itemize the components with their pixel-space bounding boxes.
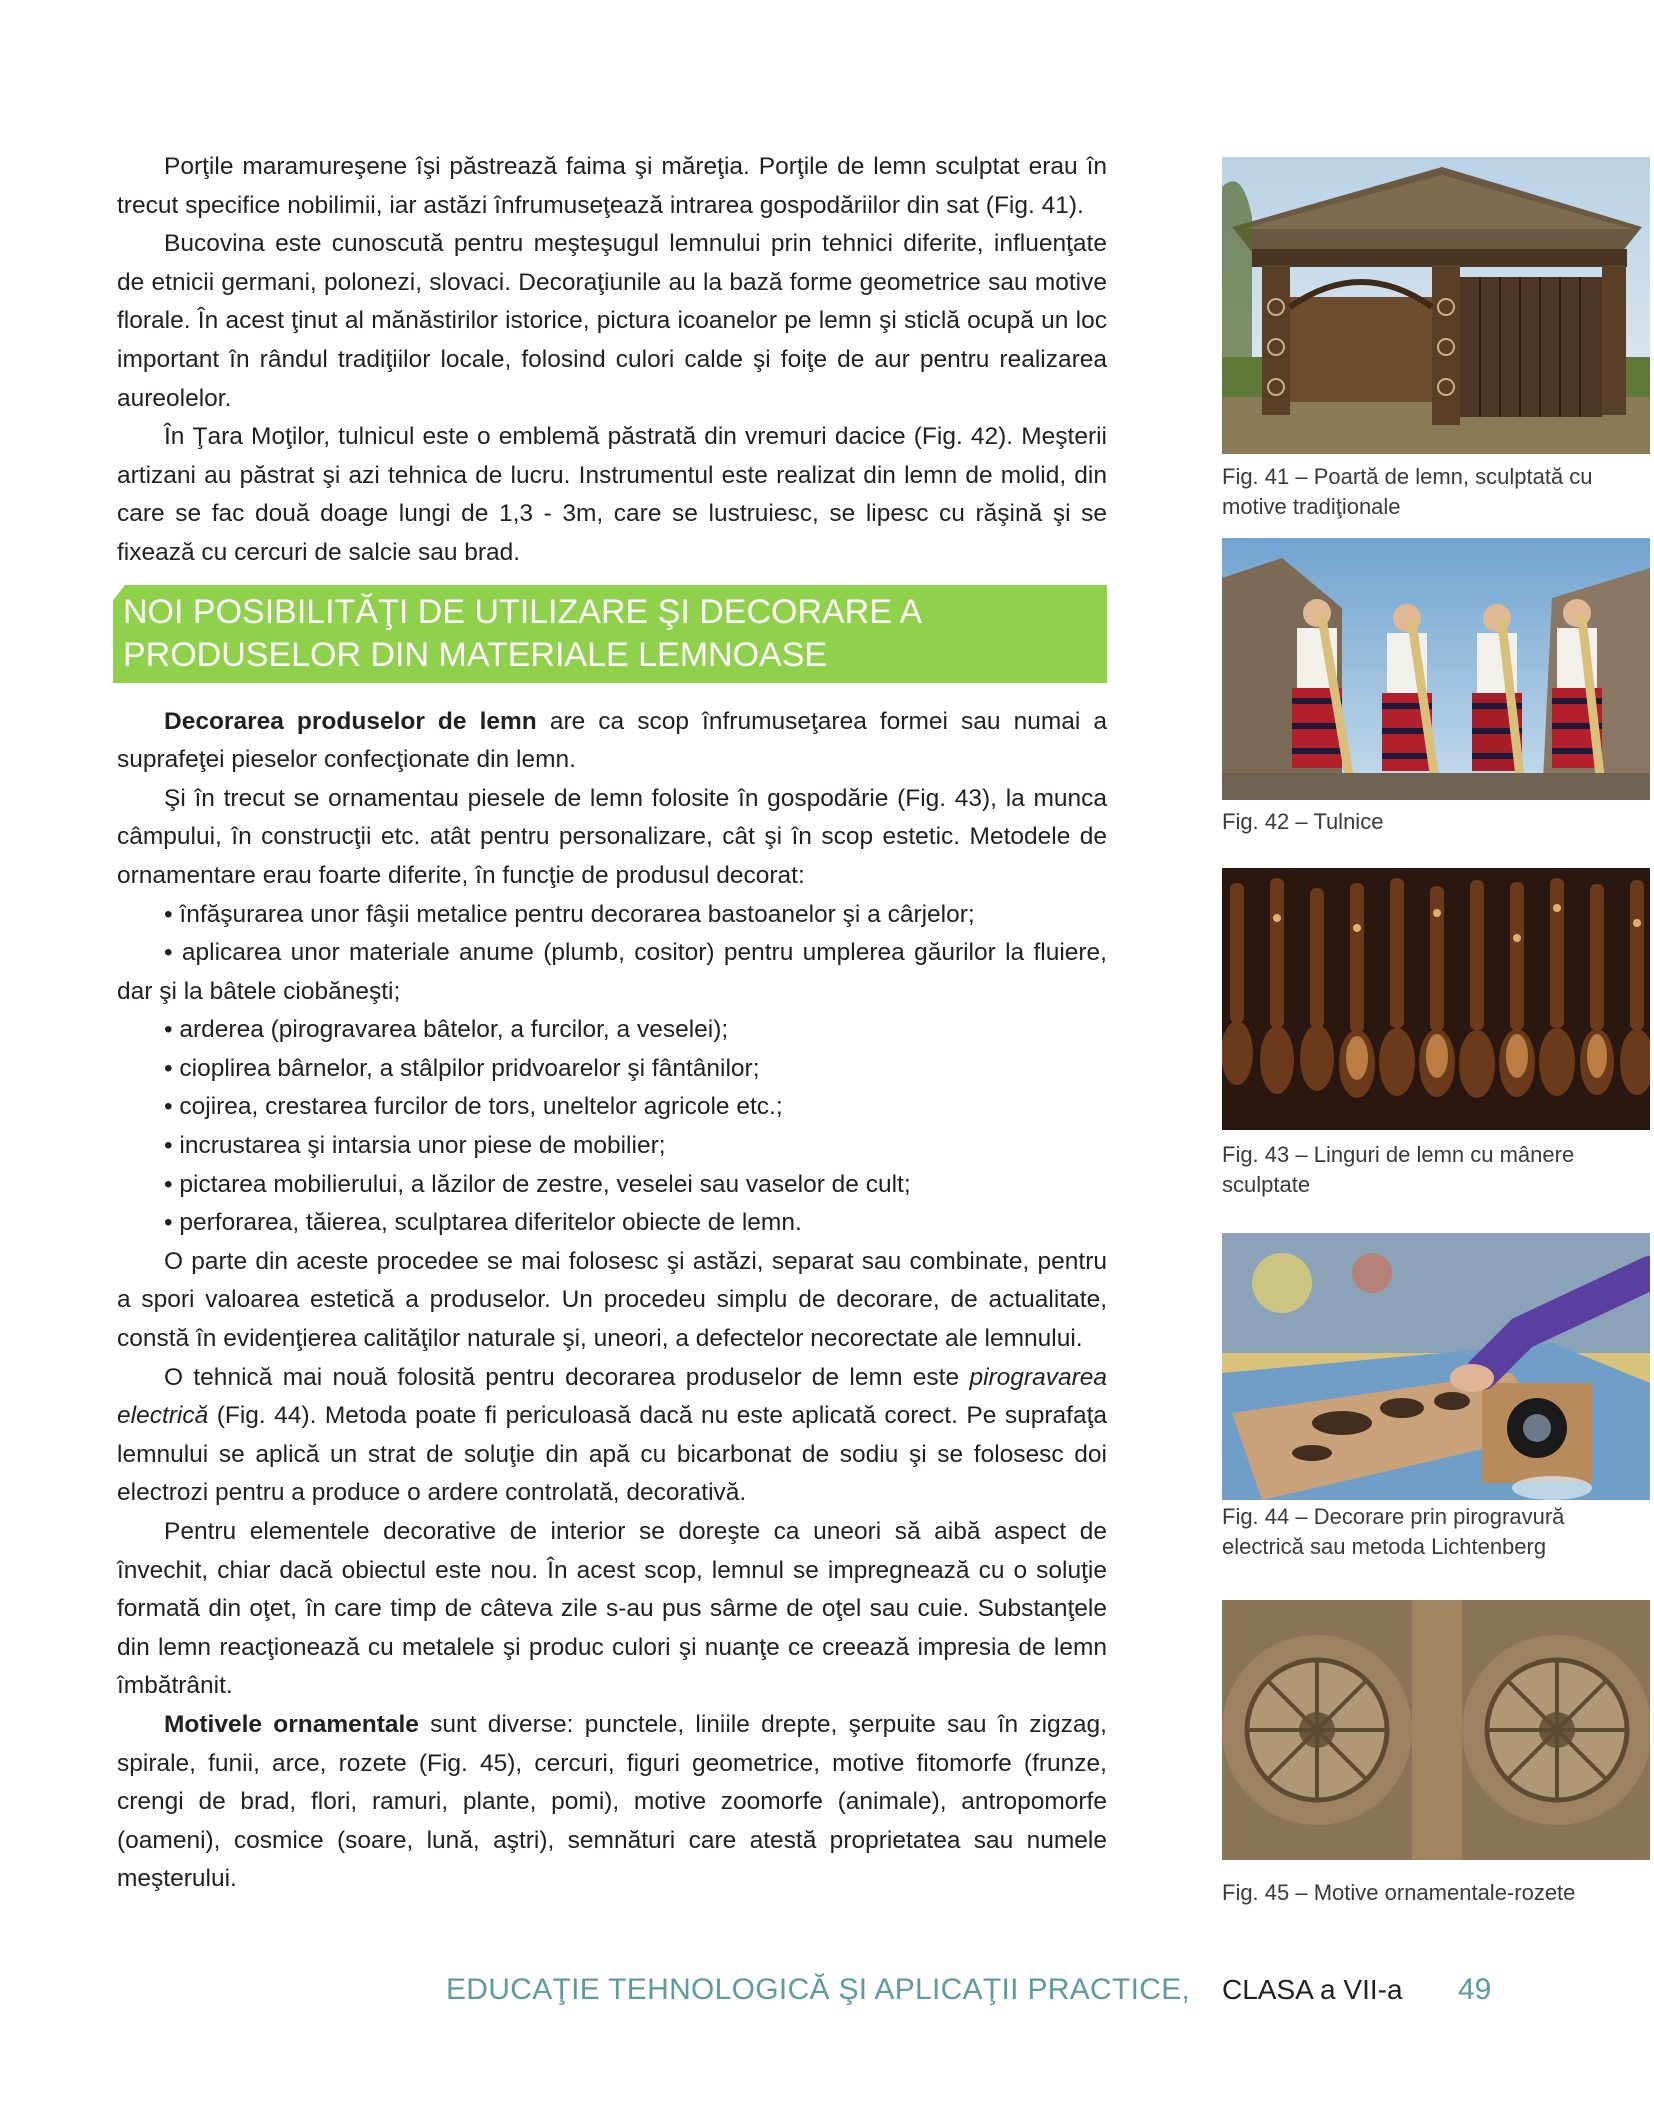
- rosette-photo: [1222, 1600, 1650, 1860]
- paragraph-invechit: Pentru elementele decorative de interior se doreşte ca uneori să aibă aspect de învechit, chiar dacă obiectul este nou. În acest scop, lemnul se impregnează cu o soluţie formată din oţet, în care timp de câteva zile s-au pus sârme de oţel sau cuie. Substanţele din lemn reacţionează cu metalele şi produc culori şi nuanţe ce creează impresia de lemn îmbătrânit.: [117, 1518, 1107, 1700]
- footer-grade: CLASA a VII-a: [1222, 1974, 1403, 2005]
- bullet-item: • perforarea, tăierea, sculptarea diferitelor obiecte de lemn.: [164, 1209, 802, 1237]
- figure-caption-42: Fig. 42 – Tulnice: [1222, 809, 1384, 834]
- rosette-image: [1222, 1600, 1650, 1860]
- italic-term: pirogravarea electrică: [117, 1363, 1107, 1430]
- paragraph-tara-motilor: În Ţara Moţilor, tulnicul este o emblemă păstrată din vremuri dacice (Fig. 42). Meşterii artizani au păstrat şi azi tehnica de lucru. Instrumentul este realizat din lemn de molid, din care se fac două doage lungi de 1,3 - 3m, care se lustruiesc, se lipesc cu răşină şi se fixează cu cercuri de salcie sau brad.: [117, 423, 1107, 566]
- bullet-item: • cioplirea bârnelor, a stâlpilor pridvoarelor şi fântânilor;: [164, 1054, 760, 1082]
- paragraph-maramures: Porţile maramureşene îşi păstrează faima şi măreţia. Porţile de lemn sculptat erau în trecut specifice nobilimii, iar astăzi înfrumuseţează intrarea gospodăriilor din sat (Fig. 41).: [117, 153, 1107, 219]
- tulnice-photo: [1222, 538, 1650, 800]
- bold-term: Motivele ornamentale: [164, 1710, 419, 1738]
- section-heading: NOI POSIBILITĂŢI DE UTILIZARE ŞI DECORARE A PRODUSELOR DIN MATERIALE LEMNOASE: [113, 585, 1107, 683]
- paragraph-text: are ca scop înfrumuseţarea formei sau numai a suprafeţei pieselor confecţionate din lemn.: [117, 707, 1107, 774]
- paragraph-motive: [117, 1706, 1107, 1899]
- pyrography-photo: [1222, 1233, 1650, 1500]
- pyrography-image: [1222, 1233, 1650, 1500]
- page-number: 49: [1458, 1973, 1492, 2006]
- figure-caption-43: Fig. 43 – Linguri de lemn cu mânere sculptate: [1222, 1142, 1575, 1197]
- spoons-photo: [1222, 868, 1650, 1130]
- gate-image: [1222, 157, 1650, 454]
- bold-term: Decorarea produselor de lemn: [164, 707, 537, 735]
- paragraph-pirogravare: [117, 1359, 1107, 1513]
- footer-subject: EDUCAŢIE TEHNOLOGICĂ ŞI APLICAŢII PRACTICE,: [446, 1973, 1191, 2006]
- paragraph-decorarea: [117, 703, 1107, 780]
- bullet-item: • aplicarea unor materiale anume (plumb, cositor) pentru umplerea găurilor la fluiere, dar şi la bâtele ciobăneşti;: [117, 939, 1107, 1005]
- spoons-image: [1222, 868, 1650, 1130]
- paragraph-procedee: O parte din aceste procedee se mai folosesc şi astăzi, separat sau combinate, pentru a spori valoarea estetică a produselor. Un procedeu simplu de decorare, de actualitate, constă în evidenţierea calităţilor naturale şi, uneori, a defectelor necorectate ale lemnului.: [117, 1247, 1107, 1353]
- tulnice-image: [1222, 538, 1650, 800]
- paragraph-text: O tehnică mai nouă folosită pentru decorarea produselor de lemn este: [164, 1363, 970, 1391]
- bullet-item: • incrustarea şi intarsia unor piese de mobilier;: [164, 1132, 666, 1160]
- bullet-item: • arderea (pirogravarea bâtelor, a furcilor, a veselei);: [164, 1016, 729, 1044]
- main-text-column: [117, 148, 1107, 1899]
- paragraph-bucovina: Bucovina este cunoscută pentru meşteşugul lemnului prin tehnici diferite, influenţate de etnicii germani, polonezi, slovaci. Decoraţiunile au la bază forme geometrice sau motive florale. În acest ţinut al mănăstirilor istorice, pictura icoanelor pe lemn şi sticlă ocupă un loc important în rândul tradiţiilor locale, folosind culori calde şi foiţe de aur pentru realizarea aureolelor.: [117, 230, 1107, 412]
- bullet-item: • înfăşurarea unor fâşii metalice pentru decorarea bastoanelor şi a cârjelor;: [164, 900, 975, 928]
- bullet-item: • cojirea, crestarea furcilor de tors, uneltelor agricole etc.;: [164, 1093, 783, 1121]
- paragraph-ornamentare: Şi în trecut se ornamentau piesele de lemn folosite în gospodărie (Fig. 43), la munca câmpului, în construcţii etc. atât pentru personalizare, cât şi în scop estetic. Metodele de ornamentare erau foarte diferite, în funcţie de produsul decorat:: [117, 784, 1107, 889]
- paragraph-text: (Fig. 44). Metoda poate fi periculoasă dacă nu este aplicată corect. Pe suprafaţa lemnului se aplică un strat de soluţie din apă cu bicarbonat de sodiu şi se folosesc doi electrozi pentru a produce o ardere controlată, decorativă.: [117, 1402, 1107, 1507]
- figure-caption-44: Fig. 44 – Decorare prin pirogravură electrică sau metoda Lichtenberg: [1222, 1504, 1565, 1559]
- paragraph-text: sunt diverse: punctele, liniile drepte, şerpuite sau în zigzag, spirale, funii, arce, rozete (Fig. 45), cercuri, figuri geometrice, motive fitomorfe (frunze, crengi de brad, flori, ramuri, plante, pomi), motive zoomorfe (animale), antropomorfe (oameni), cosmice (soare, lună, aştri), semnături care atestă proprietatea sau numele meşterului.: [117, 1710, 1107, 1893]
- bullet-item: • pictarea mobilierului, a lăzilor de zestre, veselei sau vaselor de cult;: [164, 1170, 911, 1198]
- figure-caption-41: Fig. 41 – Poartă de lemn, sculptată cu motive tradiţionale: [1222, 464, 1593, 519]
- gate-photo: [1222, 157, 1650, 454]
- figure-caption-45: Fig. 45 – Motive ornamentale-rozete: [1222, 1880, 1576, 1905]
